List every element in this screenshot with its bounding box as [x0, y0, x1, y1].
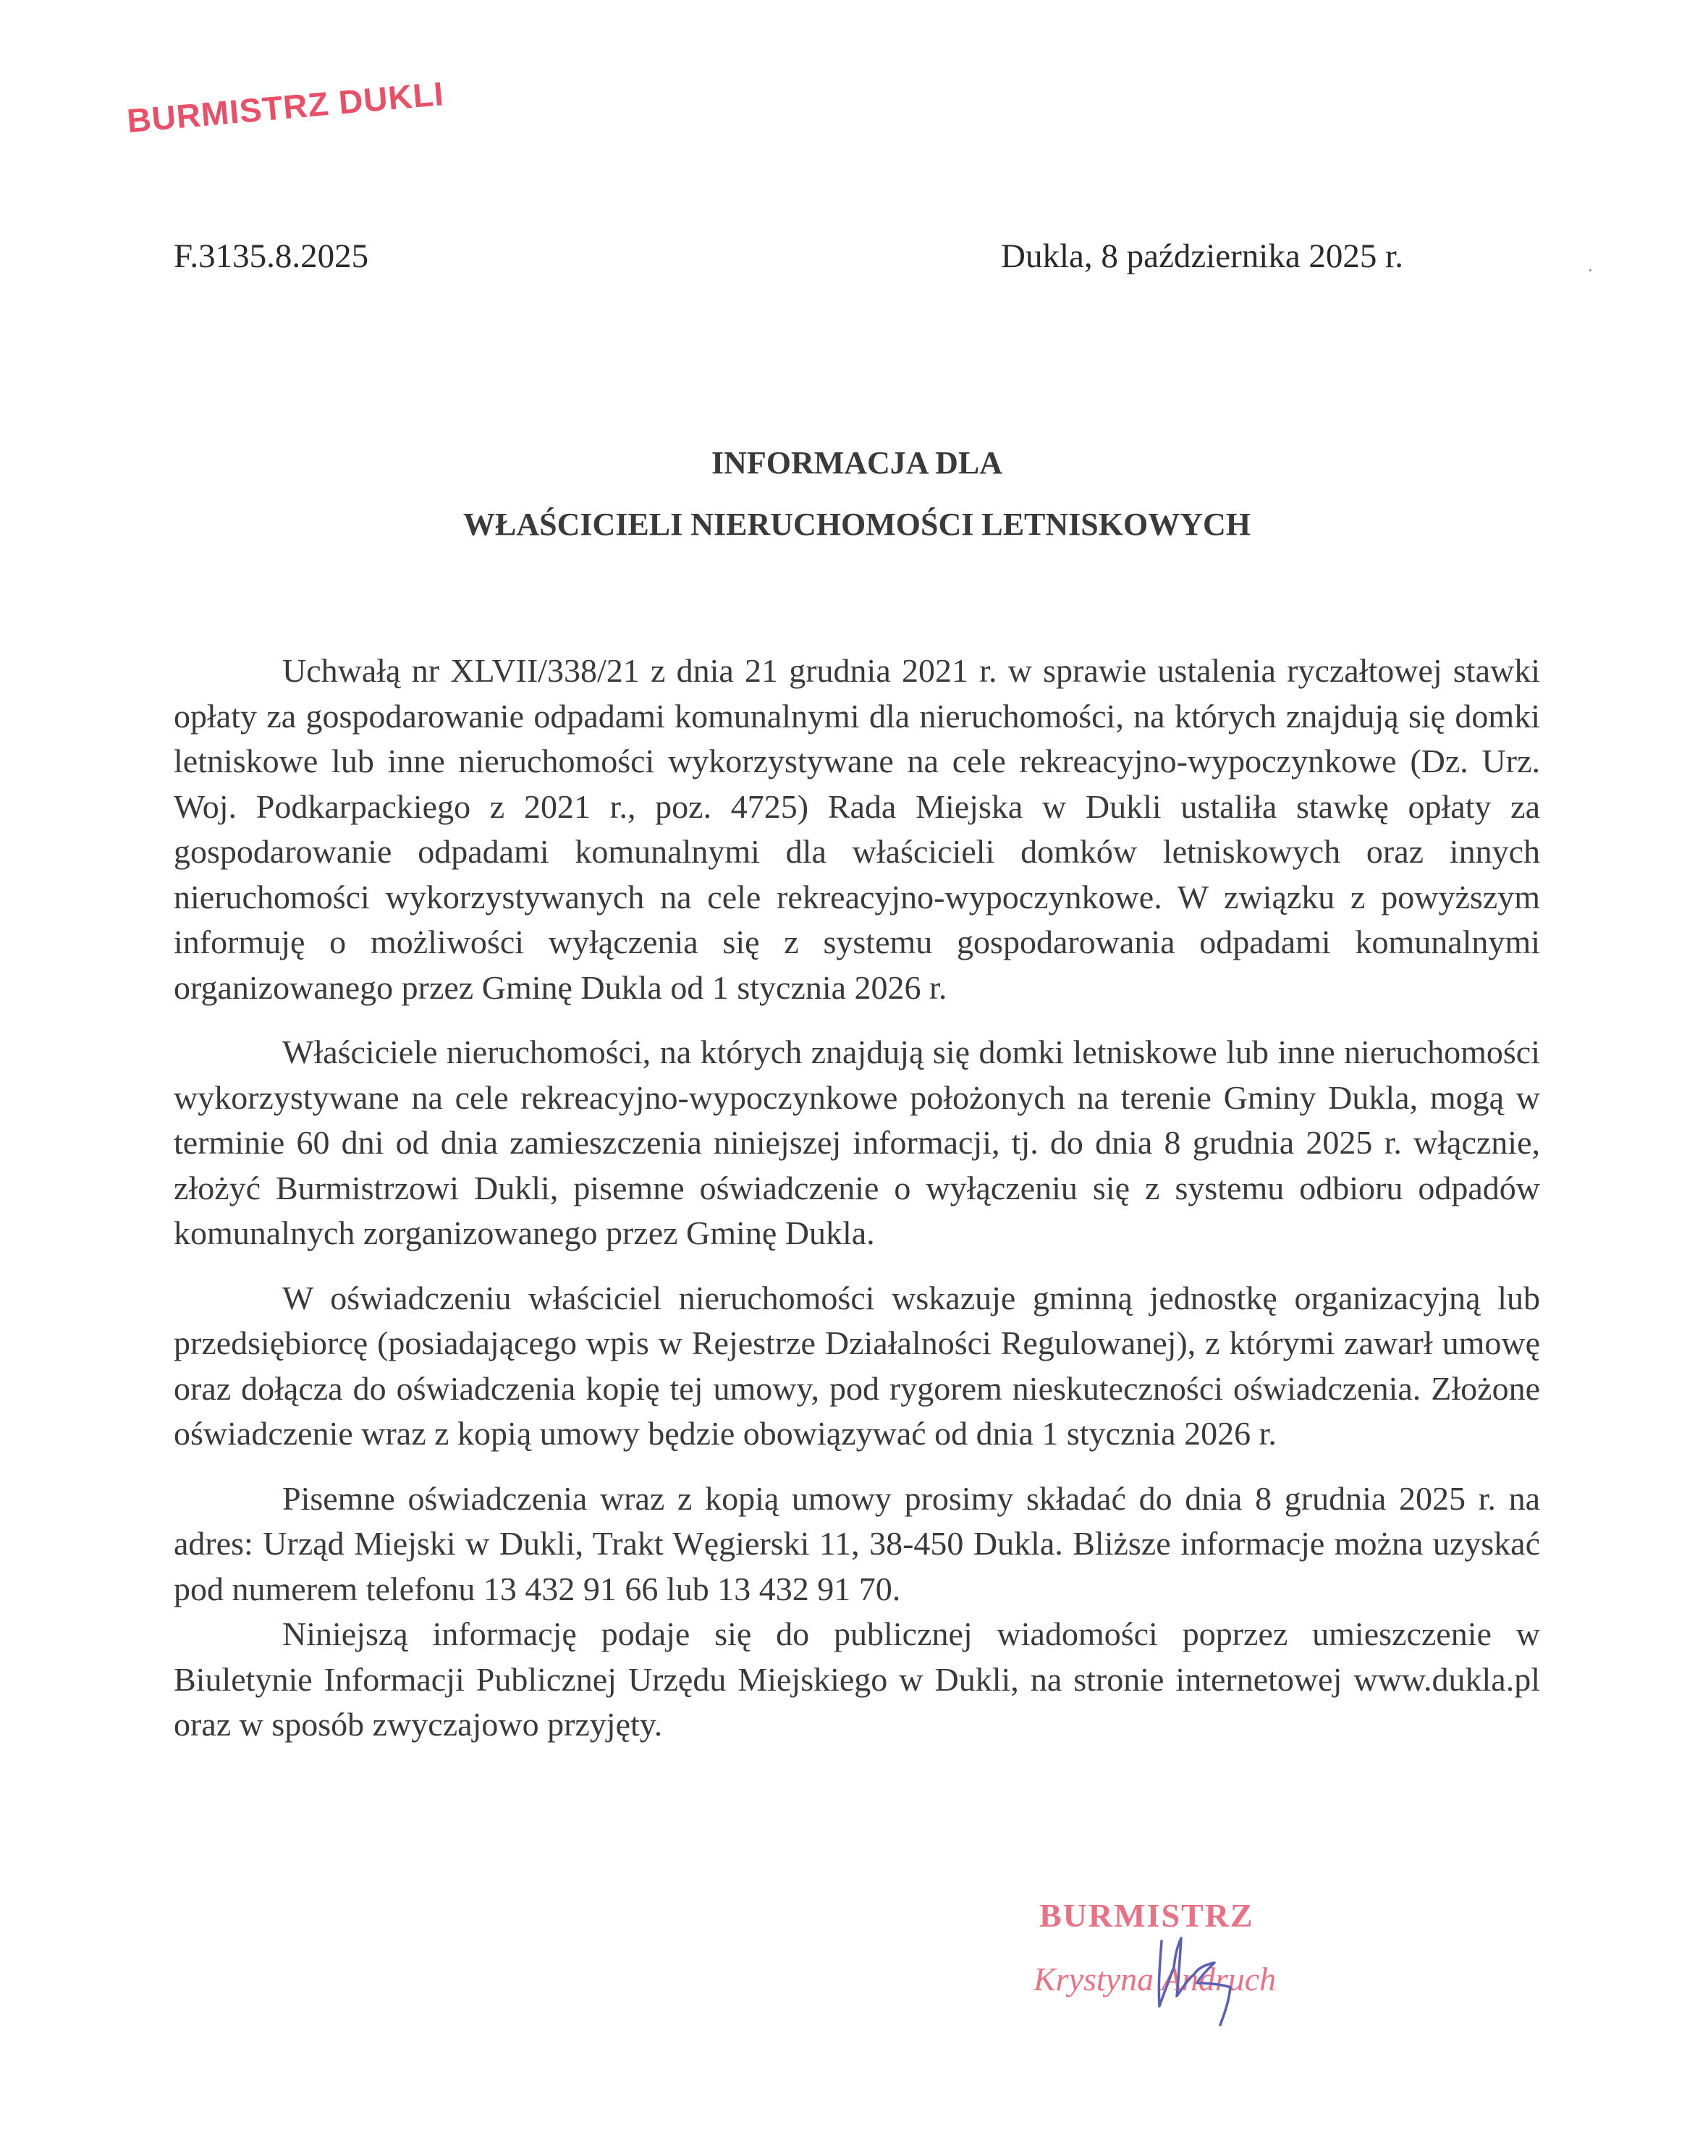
paragraph-submission-address: Pisemne oświadczenia wraz z kopią umowy prosimy składać do dnia 8 grudnia 2025 r. na adres: Urząd Miejski w Dukli, Trakt Węgierski 11, 38-450 Dukla. Bliższe informacje można uzyskać pod numerem telefonu 13 432 91 66 lub 13 432 91 70.: [174, 1479, 1540, 1607]
signature-block: [1013, 1882, 1317, 2012]
signature-name-stamp: Krystyna Andruch: [1033, 1961, 1277, 1998]
paragraph-resolution: Uchwałą nr XLVII/338/21 z dnia 21 grudnia 2021 r. w sprawie ustalenia ryczałtowej stawki opłaty za gospodarowanie odpadami komunalnymi dla nieruchomości, na których znajdują się domki letniskowe lub inne nieruchomości wykorzystywane na cele rekreacyjno-wypoczynkowe (Dz. Urz. Woj. Podkarpackiego z 2021 r., poz. 4725) Rada Miejska w Dukli ustaliła stawkę opłaty za gospodarowanie odpadami komunalnymi dla właścicieli domków letniskowych oraz innych nieruchomości wykorzystywanych na cele rekreacyjno-wypoczynkowe. W związku z powyższym informuję o możliwości wyłączenia się z systemu gospodarowania odpadami komunalnymi organizowanego przez Gminę Dukla od 1 stycznia 2026 r.: [174, 652, 1540, 1006]
signature-title-stamp: BURMISTRZ: [1039, 1897, 1254, 1934]
reference-number: F.3135.8.2025: [174, 237, 369, 275]
document-title-line-1: INFORMACJA DLA: [711, 445, 1003, 481]
paragraph-publication: Niniejszą informację podaje się do publicznej wiadomości poprzez umieszczenie w Biuletynie Informacji Publicznej Urzędu Miejskiego w Dukli, na stronie internetowej www.dukla.pl oraz w sposób zwyczajowo przyjęty.: [174, 1615, 1540, 1743]
document-body: [174, 648, 1540, 1767]
place-date: Dukla, 8 października 2025 r.: [1001, 237, 1403, 275]
paragraph-declaration-requirements: W oświadczeniu właściciel nieruchomości wskazuje gminną jednostkę organizacyjną lub przedsiębiorcę (posiadającego wpis w Rejestrze Działalności Regulowanej), z którymi zawarł umowę oraz dołącza do oświadczenia kopię tej umowy, pod rygorem nieskuteczności oświadczenia. Złożone oświadczenie wraz z kopią umowy będzie obowiązywać od dnia 1 stycznia 2026 r.: [174, 1279, 1540, 1452]
mayor-stamp: BURMISTRZ DUKLI: [125, 74, 446, 140]
document-title-line-2: WŁAŚCICIELI NIERUCHOMOŚCI LETNISKOWYCH: [463, 507, 1251, 542]
scan-artifact: [1589, 269, 1591, 271]
paragraph-owners-deadline: Właściciele nieruchomości, na których znajdują się domki letniskowe lub inne nieruchomości wykorzystywane na cele rekreacyjno-wypoczynkowe położonych na terenie Gminy Dukla, mogą w terminie 60 dni od dnia zamieszczenia niniejszej informacji, tj. do dnia 8 grudnia 2025 r. włącznie, złożyć Burmistrzowi Dukli, pisemne oświadczenie o wyłączeniu się z systemu odbioru odpadów komunalnych zorganizowanego przez Gminę Dukla.: [174, 1033, 1540, 1251]
